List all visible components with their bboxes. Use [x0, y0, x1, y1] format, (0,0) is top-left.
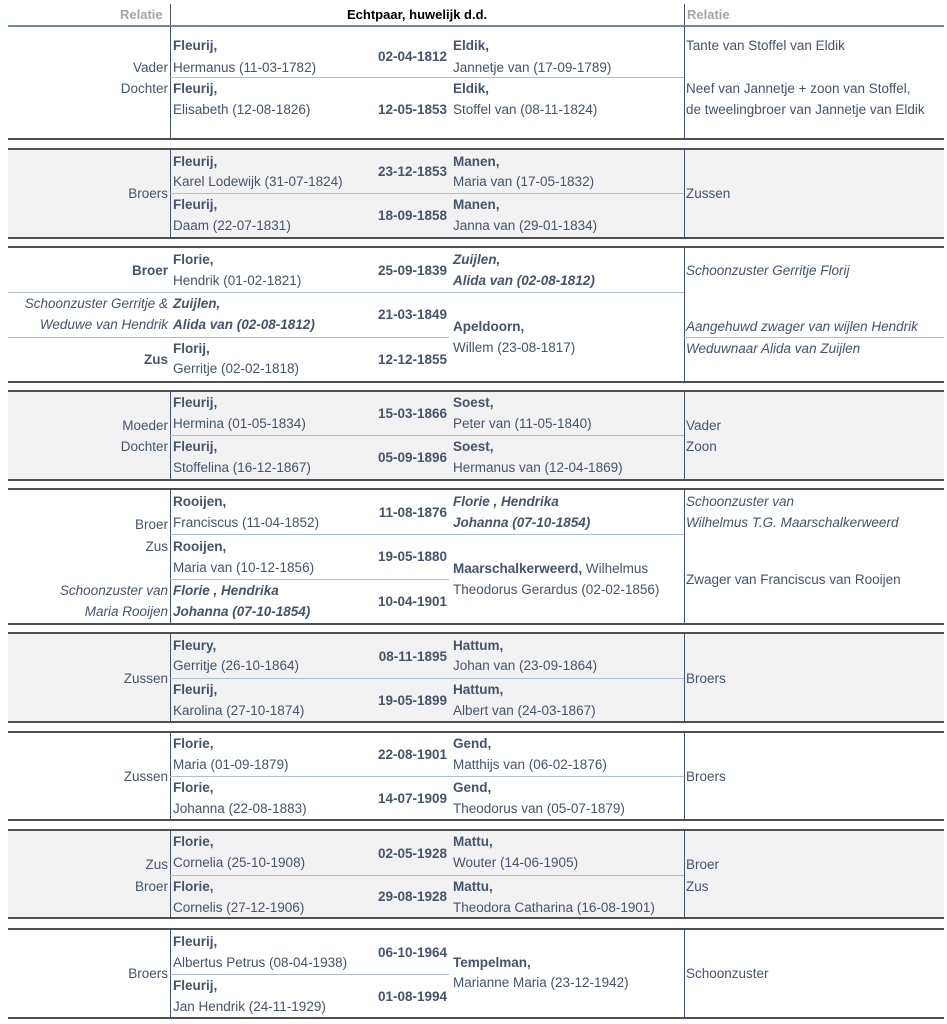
left-relation: Schoonzuster van — [59, 583, 168, 598]
person1-firstname: Karolina (27-10-1874) — [173, 703, 305, 718]
col-divider — [170, 26, 171, 139]
person1-lastname: Florie, — [173, 252, 214, 267]
person1-lastname: Florie , Hendrika — [173, 583, 279, 598]
col-divider — [170, 150, 171, 238]
right-relation: Zoon — [686, 439, 717, 454]
right-relation: Schoonzuster — [686, 966, 769, 981]
left-relation: Broer — [134, 879, 168, 894]
right-relation: Schoonzuster Gerritje Florij — [686, 263, 850, 278]
group-top-line — [8, 928, 944, 930]
row-divider — [170, 534, 684, 535]
left-relation: Zussen — [123, 769, 168, 784]
person2-lastname: Manen, — [453, 154, 500, 169]
left-relation: Dochter — [120, 81, 168, 96]
header-relatie-right: Relatie — [687, 7, 730, 22]
group-top-line — [8, 488, 944, 490]
person1-firstname: Johanna (07-10-1854) — [173, 604, 311, 619]
person2-firstname: Hermanus van (12-04-1869) — [453, 460, 623, 475]
col-divider — [684, 634, 685, 722]
col-divider — [684, 490, 685, 624]
person1-lastname: Fleurij, — [173, 197, 218, 212]
person1-firstname: Jan Hendrik (24-11-1929) — [173, 999, 326, 1014]
group-bottom-line — [8, 721, 944, 723]
person1-lastname: Fleurij, — [173, 38, 218, 53]
person2-firstname: Theodorus van (05-07-1879) — [453, 801, 625, 816]
col-divider — [684, 150, 685, 238]
person1-lastname: Fleurij, — [173, 978, 218, 993]
person1-firstname: Cornelia (25-10-1908) — [173, 855, 306, 870]
person2-lastname: Eldik, — [453, 81, 490, 96]
marriage-date: 12-05-1853 — [377, 102, 447, 117]
person2-lastname: Florie , Hendrika — [453, 494, 559, 509]
person2-firstname: Willem (23-08-1817) — [453, 340, 576, 355]
person1-firstname: Cornelis (27-12-1906) — [173, 900, 305, 915]
left-relation: Zus — [145, 539, 168, 554]
left-relation: Dochter — [120, 439, 168, 454]
right-relation: Aangehuwd zwager van wijlen Hendrik — [686, 319, 918, 334]
group-bottom-line — [8, 381, 944, 383]
left-relation: Broer — [134, 517, 168, 532]
col-divider — [684, 733, 685, 820]
person2-lastname: Maarschalkerweerd, — [453, 561, 583, 576]
row-divider — [170, 776, 684, 777]
person1-firstname: Johanna (22-08-1883) — [173, 801, 307, 816]
left-relation: Broers — [128, 186, 168, 201]
person1-lastname: Fleurij, — [173, 395, 218, 410]
person1-lastname: Florie, — [173, 736, 214, 751]
header-relatie-left: Relatie — [120, 7, 163, 22]
person1-firstname: Maria (01-09-1879) — [173, 757, 289, 772]
right-relation: Zus — [686, 879, 709, 894]
person2-firstname: Maria van (17-05-1832) — [453, 174, 595, 189]
col-divider — [170, 392, 171, 480]
left-relation: Zussen — [123, 671, 168, 686]
person1-lastname: Florie, — [173, 879, 214, 894]
person2-firstname: Peter van (11-05-1840) — [453, 416, 592, 431]
left-relation: Zus — [143, 352, 168, 367]
person2-firstname: Janna van (29-01-1834) — [453, 218, 598, 233]
group-bottom-line — [8, 819, 944, 821]
person2-lastname: Apeldoorn, — [453, 319, 525, 334]
left-relation: Vader — [132, 60, 168, 75]
col-divider — [684, 392, 685, 480]
marriage-date: 18-09-1858 — [377, 208, 447, 223]
col-divider — [684, 831, 685, 918]
right-relation: Weduwnaar Alida van Zuijlen — [686, 341, 861, 356]
marriage-date: 29-08-1928 — [377, 889, 447, 904]
col-divider — [684, 930, 685, 1018]
marriage-date: 02-04-1812 — [377, 49, 447, 64]
right-relation: Schoonzuster van — [686, 494, 795, 509]
marriage-date: 19-05-1880 — [377, 549, 447, 564]
group-top-line — [8, 632, 944, 634]
person2-firstname: Stoffel van (08-11-1824) — [453, 102, 598, 117]
person1-lastname: Florie, — [173, 834, 214, 849]
person1-lastname: Fleurij, — [173, 934, 218, 949]
header-divider-right — [684, 4, 685, 25]
person2-lastname: Eldik, — [453, 38, 490, 53]
person1-lastname: Florij, — [173, 341, 210, 356]
person2-lastname: Gend, — [453, 736, 492, 751]
person1-firstname: Franciscus (11-04-1852) — [173, 515, 320, 530]
person1-lastname: Fleurij, — [173, 439, 218, 454]
person1-firstname: Daam (22-07-1831) — [173, 218, 291, 233]
group-top-line — [8, 246, 944, 248]
person2-firstname: Theodorus Gerardus (02-02-1856) — [453, 582, 660, 597]
header-title: Echtpaar, huwelijk d.d. — [347, 7, 488, 22]
group-top-line — [8, 148, 944, 150]
right-relation: Broers — [686, 769, 726, 784]
person1-lastname: Rooijen, — [173, 539, 227, 554]
person2-lastname: Zuijlen, — [453, 252, 501, 267]
person2-firstname: Alida van (02-08-1812) — [453, 273, 595, 288]
row-divider — [170, 678, 684, 679]
marriage-date: 10-04-1901 — [377, 594, 447, 609]
person1-firstname: Gerritje (02-02-1818) — [173, 361, 300, 376]
person1-firstname: Alida van (02-08-1812) — [173, 317, 315, 332]
person1-lastname: Rooijen, — [173, 494, 227, 509]
right-relation: de tweelingbroer van Jannetje van Eldik — [686, 102, 925, 117]
group-bottom-line — [8, 1017, 944, 1019]
person1-firstname: Maria van (10-12-1856) — [173, 560, 315, 575]
right-relation: Broer — [686, 857, 720, 872]
right-relation: Wilhelmus T.G. Maarschalkerweerd — [686, 515, 899, 530]
marriage-date: 05-09-1896 — [377, 450, 447, 465]
marriage-date: 06-10-1964 — [377, 945, 447, 960]
col-divider — [170, 490, 171, 624]
person2-firstname: Matthijs van (06-02-1876) — [453, 757, 607, 772]
marriage-date: 22-08-1901 — [377, 747, 447, 762]
group-bottom-line — [8, 623, 944, 625]
group-bottom-line — [8, 237, 944, 239]
person2-firstname-part: Wilhelmus — [582, 561, 649, 576]
person2-lastname: Soest, — [453, 439, 494, 454]
person1-firstname: Hermina (01-05-1834) — [173, 416, 306, 431]
person1-lastname: Fleurij, — [173, 682, 218, 697]
person2-firstname: Wouter (14-06-1905) — [453, 855, 579, 870]
marriage-date: 01-08-1994 — [377, 989, 447, 1004]
left-relation: Schoonzuster Gerritje & — [24, 296, 168, 311]
person2-lastname: Soest, — [453, 395, 494, 410]
person1-firstname: Karel Lodewijk (31-07-1824) — [173, 174, 343, 189]
person2-firstname: Johan van (23-09-1864) — [453, 658, 598, 673]
row-divider — [8, 337, 449, 338]
group-bottom-line — [8, 138, 944, 140]
person1-firstname: Albertus Petrus (08-04-1938) — [173, 955, 348, 970]
person2-firstname: Marianne Maria (23-12-1942) — [453, 975, 629, 990]
marriage-date: 23-12-1853 — [377, 164, 447, 179]
row-divider — [170, 193, 684, 194]
person1-lastname: Florie, — [173, 780, 214, 795]
group-bottom-line — [8, 479, 944, 481]
left-relation: Moeder — [122, 418, 168, 433]
left-relation: Broer — [131, 263, 168, 278]
person1-firstname: Elisabeth (12-08-1826) — [173, 102, 311, 117]
marriage-date: 14-07-1909 — [377, 791, 447, 806]
marriage-date: 19-05-1899 — [377, 693, 447, 708]
marriage-date: 25-09-1839 — [377, 263, 447, 278]
person1-lastname: Fleurij, — [173, 154, 218, 169]
col-divider — [684, 248, 685, 382]
person2-lastname: Hattum, — [453, 682, 504, 697]
marriage-date: 12-12-1855 — [377, 352, 447, 367]
right-relation: Tante van Stoffel van Eldik — [686, 38, 845, 53]
person2-name-line — [453, 558, 648, 579]
person2-firstname: Theodora Catharina (16-08-1901) — [453, 900, 655, 915]
right-relation: Vader — [686, 418, 722, 433]
left-relation: Zus — [145, 857, 168, 872]
person2-lastname: Tempelman, — [453, 955, 531, 970]
person2-lastname: Mattu, — [453, 879, 493, 894]
left-relation: Weduwe van Hendrik — [39, 317, 168, 332]
marriage-date: 11-08-1876 — [378, 505, 447, 520]
header-underline — [8, 25, 944, 27]
person1-firstname: Stoffelina (16-12-1867) — [173, 460, 311, 475]
person2-firstname: Albert van (24-03-1867) — [453, 703, 596, 718]
person1-firstname: Hermanus (11-03-1782) — [173, 60, 317, 75]
row-divider — [170, 435, 684, 436]
person1-lastname: Fleurij, — [173, 81, 218, 96]
row-divider — [170, 875, 684, 876]
marriage-date: 15-03-1866 — [377, 406, 447, 421]
marriage-date: 08-11-1895 — [378, 649, 447, 664]
col-divider — [684, 26, 685, 139]
person2-lastname: Gend, — [453, 780, 492, 795]
left-relation: Maria Rooijen — [84, 604, 168, 619]
right-relation: Neef van Jannetje + zoon van Stoffel, — [686, 81, 911, 96]
person1-firstname: Gerritje (26-10-1864) — [173, 658, 300, 673]
left-relation: Broers — [128, 966, 168, 981]
person1-lastname: Zuijlen, — [173, 296, 221, 311]
person1-lastname: Fleury, — [173, 638, 217, 653]
right-relation: Zwager van Franciscus van Rooijen — [686, 572, 901, 587]
person2-firstname: Johanna (07-10-1854) — [453, 515, 591, 530]
person1-firstname: Hendrik (01-02-1821) — [173, 273, 302, 288]
header-divider-left — [170, 4, 171, 25]
person2-lastname: Mattu, — [453, 834, 493, 849]
group-bottom-line — [8, 917, 944, 919]
marriage-date: 21-03-1849 — [377, 307, 447, 322]
person2-lastname: Manen, — [453, 197, 500, 212]
person2-lastname: Hattum, — [453, 638, 504, 653]
marriage-date: 02-05-1928 — [377, 846, 447, 861]
right-relation: Zussen — [686, 186, 731, 201]
right-relation: Broers — [686, 671, 726, 686]
person2-firstname: Jannetje van (17-09-1789) — [453, 60, 612, 75]
